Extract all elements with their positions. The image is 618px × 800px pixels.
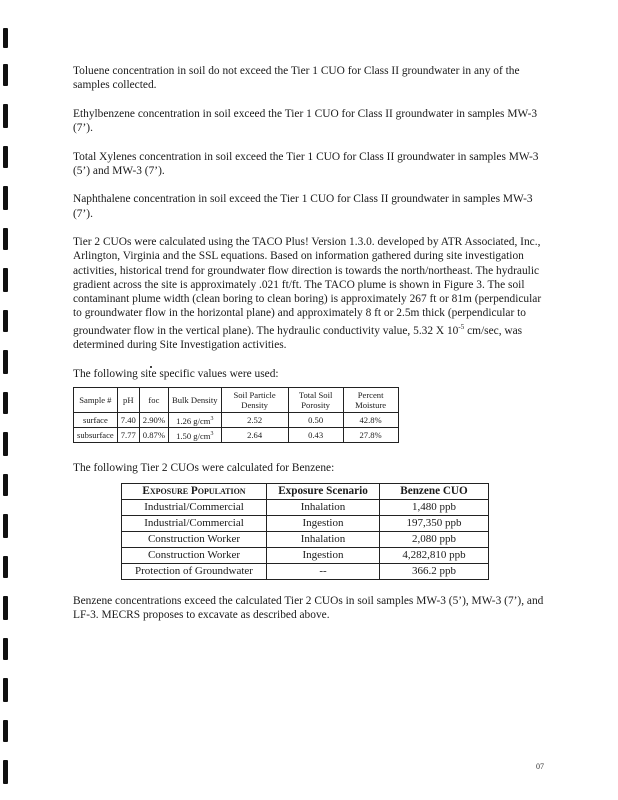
column-header: Sample # [74, 388, 118, 413]
binder-mark [3, 350, 8, 374]
table-cell: Construction Worker [122, 532, 267, 548]
binder-mark [3, 392, 8, 414]
column-header: pH [117, 388, 139, 413]
table-header-row [74, 388, 399, 413]
tier2-paragraph [73, 235, 551, 352]
binder-mark [3, 556, 8, 578]
table-cell [169, 428, 222, 443]
binder-mark [3, 474, 8, 496]
table-cell: 27.8% [343, 428, 398, 443]
table-row [122, 564, 489, 580]
table-cell: surface [74, 413, 118, 428]
unit-superscript: 3 [210, 416, 214, 423]
binder-mark [3, 432, 8, 456]
table-row [74, 413, 399, 428]
binder-mark [3, 146, 8, 168]
table-cell: Construction Worker [122, 548, 267, 564]
binder-mark [3, 228, 8, 250]
column-header: Bulk Density [169, 388, 222, 413]
column-header: Exposure Scenario [267, 484, 380, 500]
benzene-cuo-table [121, 483, 489, 580]
binder-mark [3, 186, 8, 210]
closing-paragraph: Benzene concentrations exceed the calculated Tier 2 CUOs in soil samples MW-3 (5’), MW-3 (7’), and LF-3. MECRS proposes to excavate as described above. [73, 595, 544, 622]
tier2-tail: cm/sec, was determined during Site Investigation activities. [73, 325, 523, 352]
table-header-row [122, 484, 489, 500]
table-cell: 2,080 ppb [380, 532, 489, 548]
tier2-text: Tier 2 CUOs were calculated using the TACO Plus! Version 1.3.0. developed by ATR Associated, Inc., Arlington, Virginia and the SSL equations. Based on information gathered during site investigation activities, historical trend for groundwater flow direction is towards the north/northeast. The hydraulic gradient across the site is approximately .021 ft/ft. The TACO plume is shown in Figure 3. The soil contaminant plume width (clean boring to clean boring) is approximately 267 ft or 81m (perpendicular to groundwater flow in the horizontal plane) and approximately 8 ft or 2.5m thick (perpendicular to groundwater flow in the vertical plane). The hydraulic conductivity value, 5.32 X 10 [73, 236, 542, 338]
binder-mark [3, 638, 8, 660]
unit-superscript: 3 [210, 431, 214, 438]
table-cell: subsurface [74, 428, 118, 443]
column-header: Benzene CUO [380, 484, 489, 500]
exponent: -5 [458, 323, 465, 332]
table-cell: 42.8% [343, 413, 398, 428]
benzene-intro: The following Tier 2 CUOs were calculated for Benzene: [73, 461, 335, 474]
binder-mark [3, 678, 8, 702]
page-number: 07 [536, 762, 544, 771]
table-cell: 197,350 ppb [380, 516, 489, 532]
table-cell: 0.43 [288, 428, 343, 443]
table-row [74, 428, 399, 443]
table-cell: Protection of Groundwater [122, 564, 267, 580]
table-cell: 0.50 [288, 413, 343, 428]
table-cell: 2.52 [221, 413, 288, 428]
bulk-density: 1.50 g/cm [176, 430, 211, 441]
binder-mark [3, 64, 8, 86]
table-cell: 0.87% [139, 428, 168, 443]
ethylbenzene-paragraph: Ethylbenzene concentration in soil exceed the Tier 1 CUO for Class II groundwater in samples MW-3 (7’). [73, 107, 538, 134]
table-cell: -- [267, 564, 380, 580]
table-cell: Ingestion [267, 516, 380, 532]
table-cell [169, 413, 222, 428]
binder-mark [3, 268, 8, 292]
table-cell: 7.40 [117, 413, 139, 428]
binder-mark [3, 310, 8, 332]
binder-mark [3, 760, 8, 784]
binder-mark [3, 720, 8, 742]
table-cell: 2.90% [139, 413, 168, 428]
table-cell: 2.64 [221, 428, 288, 443]
table-cell: 366.2 ppb [380, 564, 489, 580]
table-cell: Ingestion [267, 548, 380, 564]
table-cell: Inhalation [267, 500, 380, 516]
table-cell: 7.77 [117, 428, 139, 443]
site-values-intro: The following site specific values were used: [73, 368, 279, 380]
binder-mark [3, 514, 8, 538]
column-header: foc [139, 388, 168, 413]
column-header: Total Soil Porosity [288, 388, 343, 413]
column-header: Exposure Population [122, 484, 267, 500]
table-cell: Industrial/Commercial [122, 516, 267, 532]
bulk-density: 1.26 g/cm [176, 416, 211, 427]
column-header: Percent Moisture [343, 388, 398, 413]
table-row [122, 516, 489, 532]
column-header: Soil Particle Density [221, 388, 288, 413]
table-cell: Inhalation [267, 532, 380, 548]
site-values-table [73, 387, 399, 443]
table-cell: 4,282,810 ppb [380, 548, 489, 564]
table-row [122, 548, 489, 564]
table-cell: 1,480 ppb [380, 500, 489, 516]
binder-mark [3, 28, 8, 48]
table-row [122, 500, 489, 516]
binder-mark [3, 104, 8, 128]
xylenes-paragraph: Total Xylenes concentration in soil exceed the Tier 1 CUO for Class II groundwater in samples MW-3 (5’) and MW-3 (7’). [73, 150, 539, 177]
naphthalene-paragraph: Naphthalene concentration in soil exceed the Tier 1 CUO for Class II groundwater in samples MW-3 (7’). [73, 193, 533, 220]
table-row [122, 532, 489, 548]
toluene-paragraph: Toluene concentration in soil do not exceed the Tier 1 CUO for Class II groundwater in any of the samples collected. [73, 65, 520, 92]
table-cell: Industrial/Commercial [122, 500, 267, 516]
binder-mark [3, 596, 8, 620]
document-body [73, 64, 551, 637]
